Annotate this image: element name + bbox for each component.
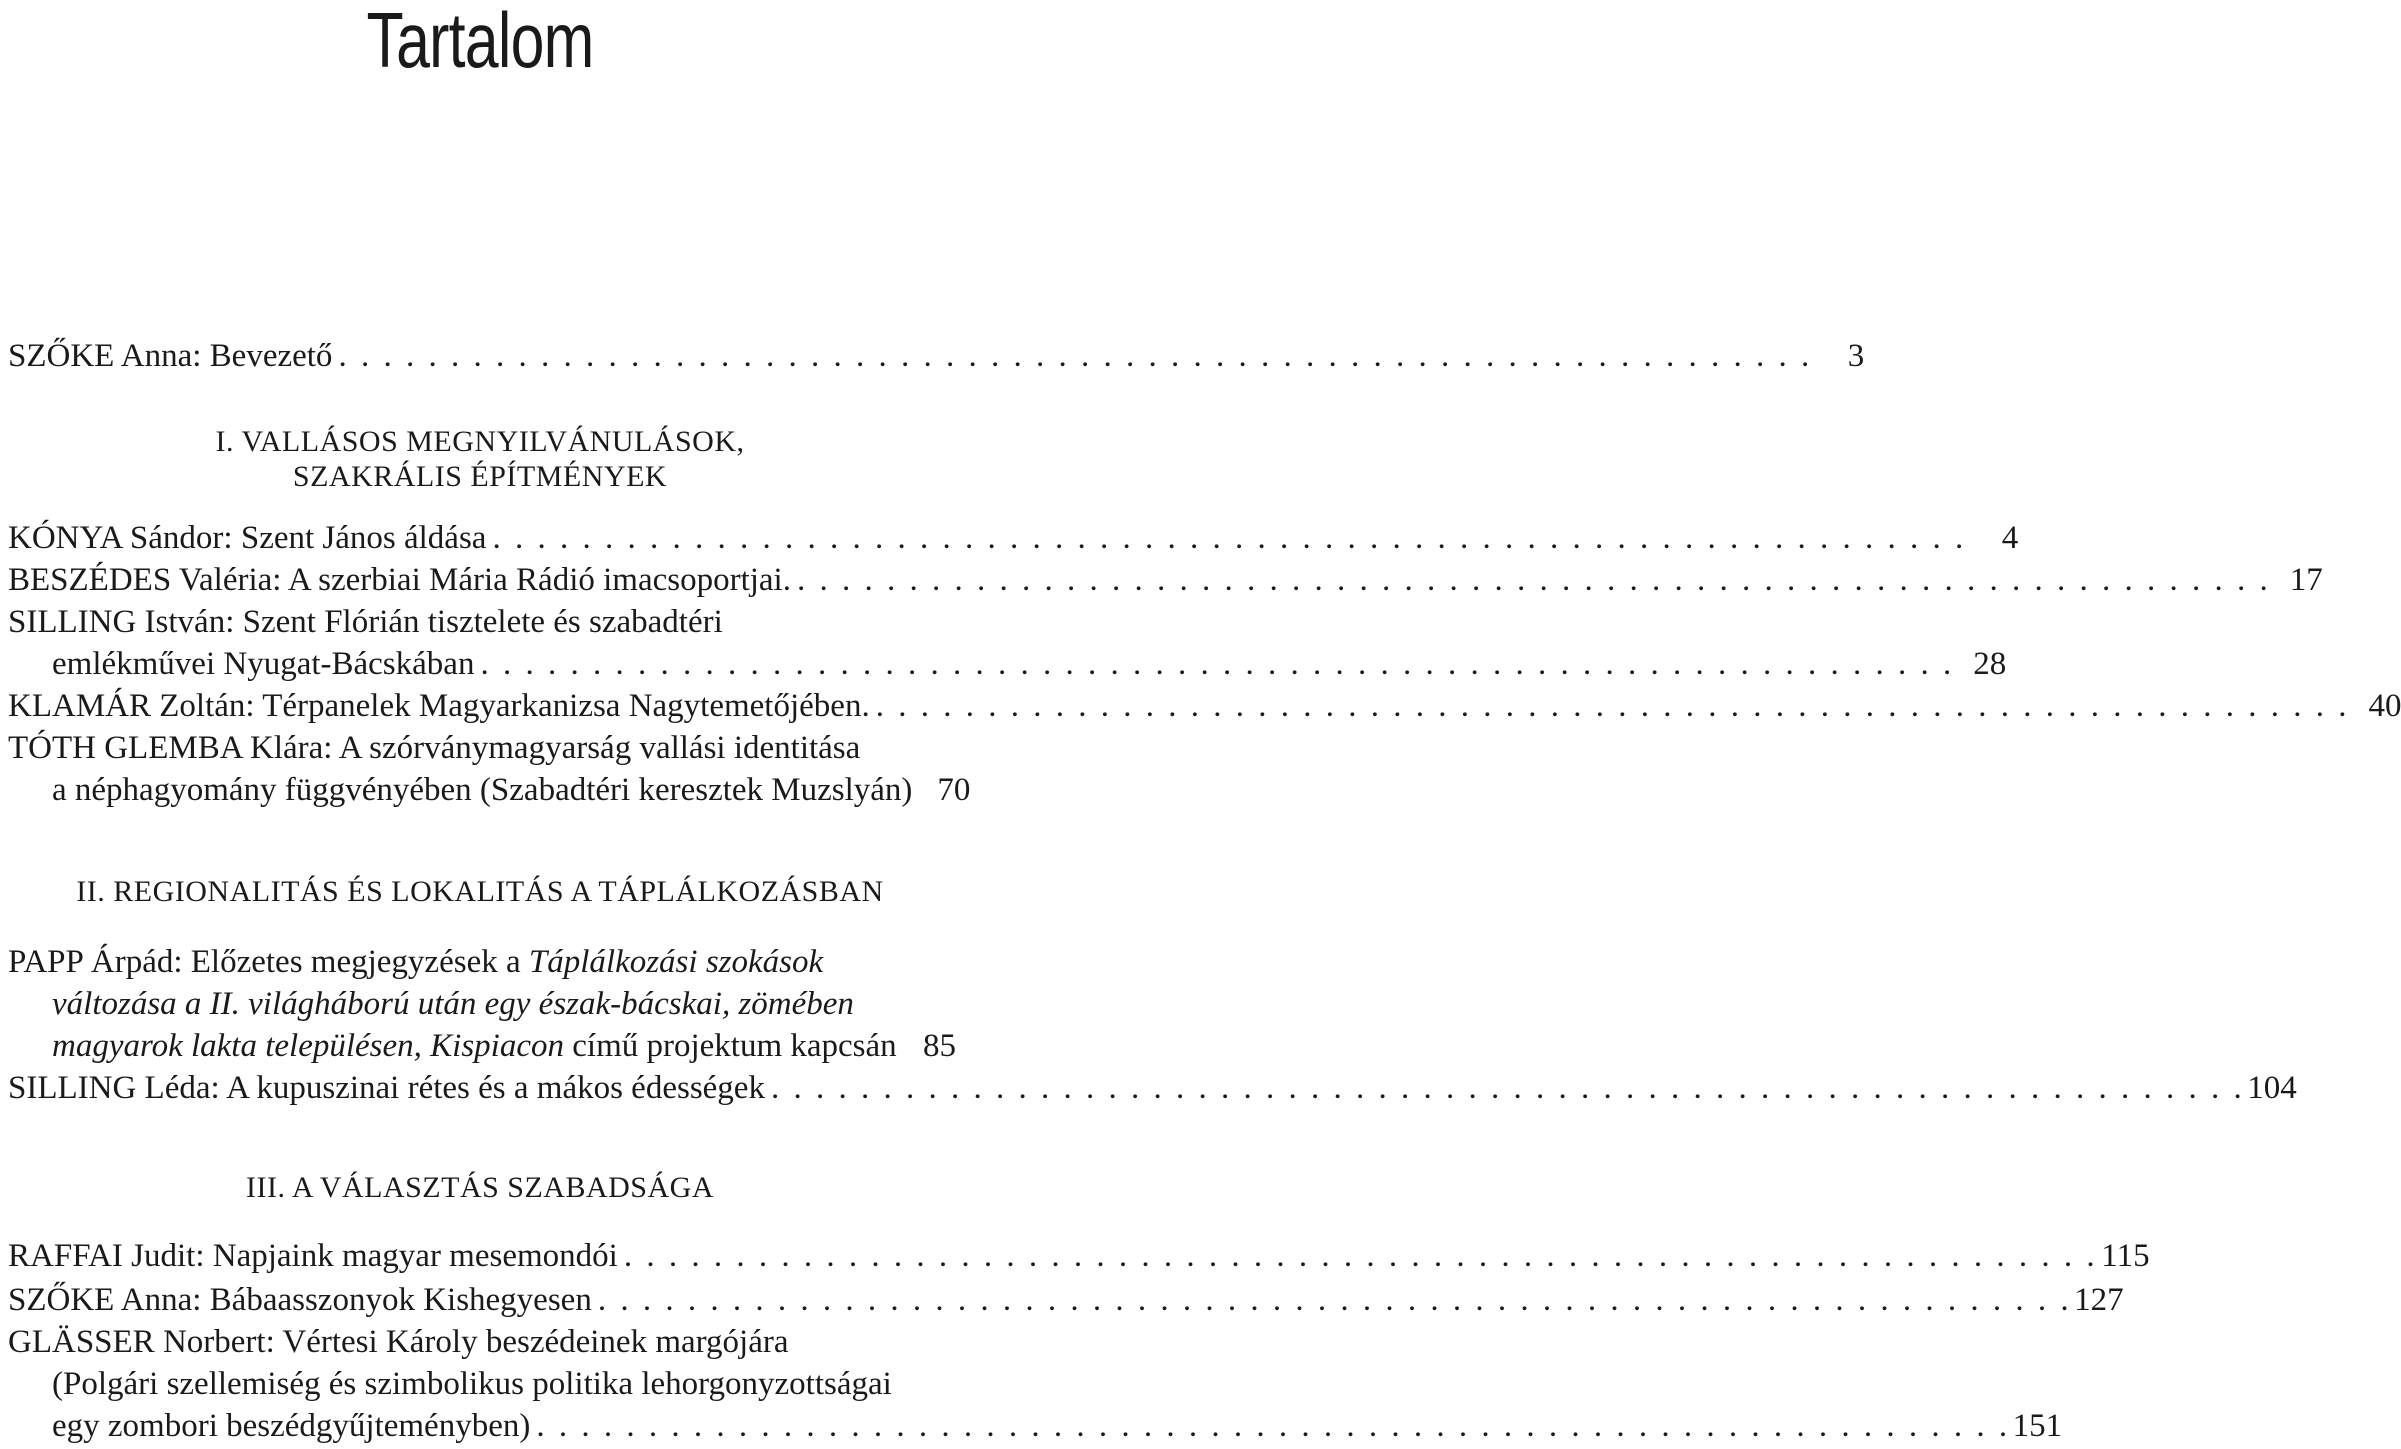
page-number: 4 [2001,520,2019,556]
dot-leader: . . . . . . . . . . . . . . . . . . . . . . . . . . . . . . . . . . . . . . . . . . . . . . . . . . . . . . . . . . . . . . . . . . [770,1070,2245,1106]
page-number: 104 [2247,1070,2297,1106]
entry-title-italic: változása a II. világháború után egy észak-bácskai, zömében [52,986,854,1022]
page-title: Tartalom [366,0,594,84]
entry-title-continued: egy zombori beszédgyűjteményben) [52,1408,531,1444]
toc-entry[interactable] [52,644,2007,684]
toc-entry[interactable] [8,686,2401,726]
dot-leader: . . . . . . . . . . . . . . . . . . . . . . . . . . . . . . . . . . . . . . . . . . . . . . . . . . . . . . . . . . . . . . . . . . [796,562,2271,598]
entry-title: KLAMÁR Zoltán: Térpanelek Magyarkanizsa Nagytemetőjében. [8,688,870,724]
dot-leader: . . . . . . . . . . . . . . . . . . . . . . . . . . . . . . . . . . . . . . . . . . . . . . . . . . . . . . . . . . . . . . . . . . [597,1282,2072,1318]
page-number: 28 [1973,646,2007,682]
entry-title: RAFFAI Judit: Napjaink magyar mesemondói [8,1238,618,1274]
entry-title: SILLING Léda: A kupuszinai rétes és a mákos édességek [8,1070,765,1106]
toc-entry[interactable] [52,1026,956,1066]
page-number: 127 [2074,1282,2124,1318]
toc-entry[interactable] [52,1406,2063,1446]
section-heading: III. A VÁLASZTÁS SZABADSÁGA [246,1171,714,1204]
dot-leader: . . . . . . . . . . . . . . . . . . . . . . . . . . . . . . . . . . . . . . . . . . . . . . . . . . . . . . . . . . . . . . . . . . [875,688,2350,724]
page-number: 151 [2012,1408,2063,1444]
dot-leader: . . . . . . . . . . . . . . . . . . . . . . . . . . . . . . . . . . . . . . . . . . . . . . . . . . . . . . . . . . . . . . . . . . [536,1408,2011,1444]
toc-entry[interactable] [8,336,1865,376]
entry-title[interactable]: SILLING István: Szent Flórián tisztelete és szabadtéri [8,604,723,640]
page-number: 17 [2289,562,2323,598]
entry-title[interactable]: GLÄSSER Norbert: Vértesi Károly beszédeinek margójára [8,1324,789,1360]
entry-title[interactable] [8,942,823,982]
toc-entry[interactable] [8,560,2323,600]
page-number: 70 [937,772,971,808]
page-number: 85 [923,1028,956,1064]
entry-title: SZŐKE Anna: Bábaasszonyok Kishegyesen [8,1282,592,1318]
entry-title-continued: a néphagyomány függvényében (Szabadtéri keresztek Muzslyán) [52,772,913,808]
entry-title-continued [52,1026,897,1066]
section-heading: I. VALLÁSOS MEGNYILVÁNULÁSOK, [215,425,745,458]
dot-leader: . . . . . . . . . . . . . . . . . . . . . . . . . . . . . . . . . . . . . . . . . . . . . . . . . . . . . . . . . . . . . . . . . . [623,1238,2098,1274]
page-number: 115 [2101,1238,2150,1274]
page-number: 3 [1847,338,1865,374]
entry-title-plain: PAPP Árpád: Előzetes megjegyzések a [8,944,529,980]
toc-entry[interactable] [52,770,971,810]
toc-entry[interactable] [8,518,2019,558]
entry-title-continued: emlékművei Nyugat-Bácskában [52,646,475,682]
section-heading: SZAKRÁLIS ÉPÍTMÉNYEK [292,460,668,493]
entry-title: KÓNYA Sándor: Szent János áldása [8,520,487,556]
page-number: 40 [2368,688,2401,724]
entry-title-plain: című projektum kapcsán [564,1028,897,1064]
entry-title: SZŐKE Anna: Bevezető [8,338,333,374]
dot-leader: . . . . . . . . . . . . . . . . . . . . . . . . . . . . . . . . . . . . . . . . . . . . . . . . . . . . . . . . . . . . . . . . . . [338,338,1813,374]
entry-title-continued[interactable]: (Polgári szellemiség és szimbolikus politika lehorgonyzottságai [52,1366,892,1402]
entry-title[interactable]: TÓTH GLEMBA Klára: A szórványmagyarság vallási identitása [8,730,861,766]
toc-entry[interactable] [8,1068,2297,1108]
section-heading: II. REGIONALITÁS ÉS LOKALITÁS A TÁPLÁLKOZÁSBAN [76,875,884,908]
entry-title-continued[interactable] [52,984,854,1024]
entry-title-italic: Táplálkozási szokások [528,944,824,980]
entry-title: BESZÉDES Valéria: A szerbiai Mária Rádió imacsoportjai. [8,562,791,598]
toc-entry[interactable] [8,1280,2124,1320]
dot-leader: . . . . . . . . . . . . . . . . . . . . . . . . . . . . . . . . . . . . . . . . . . . . . . . . . . . . . . . . . . . . . . . . . . [480,646,1955,682]
entry-title-italic: magyarok lakta településen, Kispiacon [52,1028,564,1064]
toc-entry[interactable] [8,1236,2150,1276]
dot-leader: . . . . . . . . . . . . . . . . . . . . . . . . . . . . . . . . . . . . . . . . . . . . . . . . . . . . . . . . . . . . . . . . . . [492,520,1967,556]
